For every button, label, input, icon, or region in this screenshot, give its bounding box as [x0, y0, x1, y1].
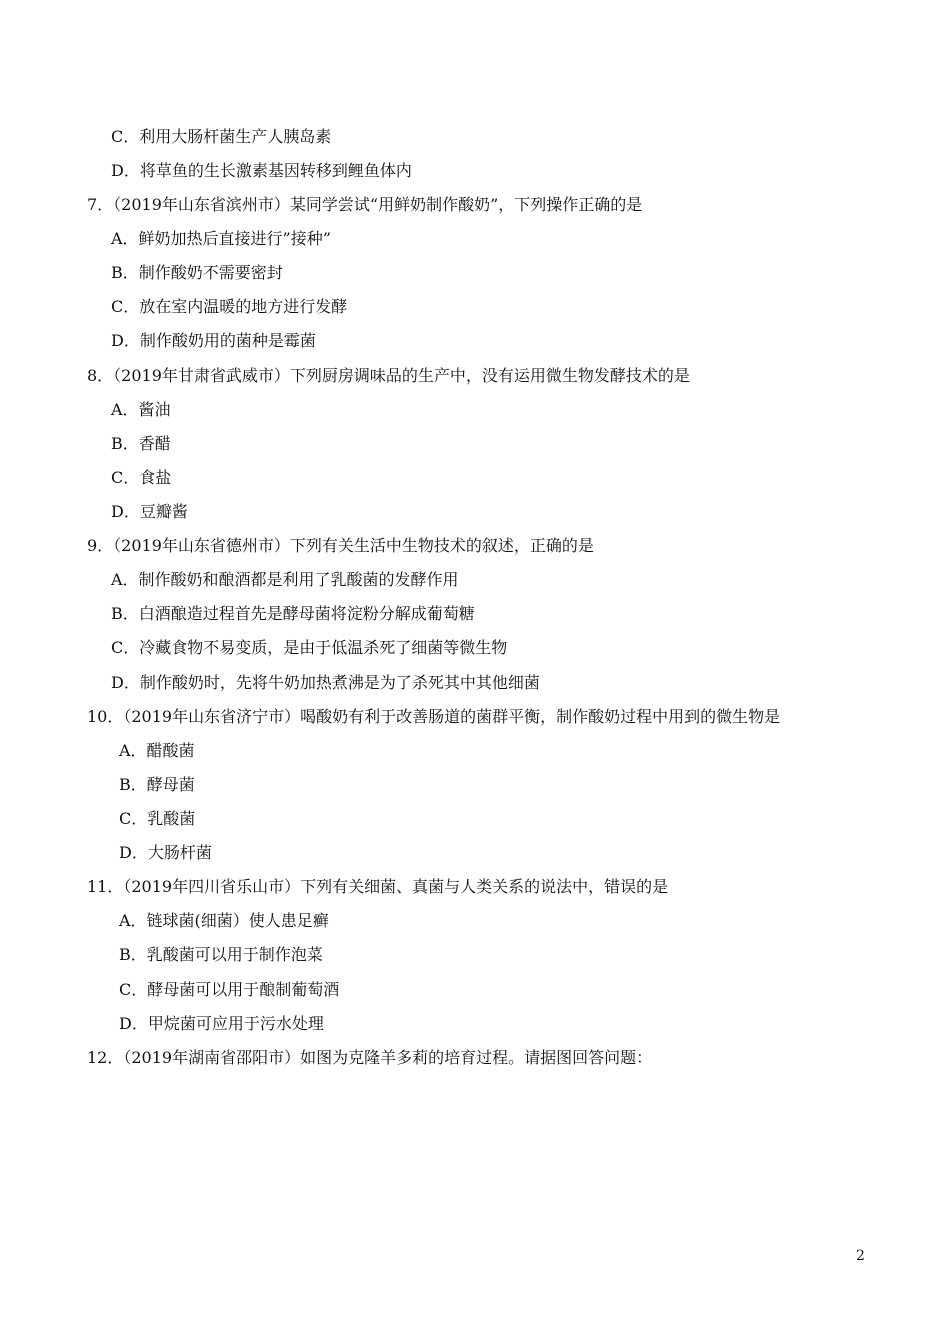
option-11d: D．甲烷菌可应用于污水处理 — [119, 1014, 324, 1033]
option-10c: C．乳酸菌 — [119, 809, 196, 828]
option-8b: B．香醋 — [111, 434, 171, 453]
option-7a: A．鲜奶加热后直接进行”接种” — [111, 229, 331, 248]
option-10a: A．醋酸菌 — [119, 741, 195, 760]
option-10b: B．酵母菌 — [119, 775, 195, 794]
question-11: 11．（2019年四川省乐山市）下列有关细菌、真菌与人类关系的说法中，错误的是 — [87, 877, 669, 896]
option-8a: A．酱油 — [111, 400, 171, 419]
option-6d: D．将草鱼的生长激素基因转移到鲤鱼体内 — [111, 161, 412, 180]
option-7d: D．制作酸奶用的菌种是霉菌 — [111, 331, 316, 350]
question-7: 7．（2019年山东省滨州市）某同学尝试“用鲜奶制作酸奶”，下列操作正确的是 — [87, 195, 643, 214]
page-number: 2 — [856, 1248, 865, 1264]
option-9c: C．冷藏食物不易变质，是由于低温杀死了细菌等微生物 — [111, 638, 508, 657]
option-11a: A．链球菌(细菌）使人患足癣 — [119, 911, 329, 930]
option-10d: D．大肠杆菌 — [119, 843, 212, 862]
option-11c: C．酵母菌可以用于酿制葡萄酒 — [119, 980, 340, 999]
option-7b: B．制作酸奶不需要密封 — [111, 263, 283, 282]
option-11b: B．乳酸菌可以用于制作泡菜 — [119, 945, 323, 964]
option-8c: C．食盐 — [111, 468, 172, 487]
question-12: 12．（2019年湖南省邵阳市）如图为克隆羊多莉的培育过程。请据图回答问题： — [87, 1048, 653, 1067]
option-6c: C．利用大肠杆菌生产人胰岛素 — [111, 127, 332, 146]
option-9d: D．制作酸奶时，先将牛奶加热煮沸是为了杀死其中其他细菌 — [111, 673, 540, 692]
question-9: 9．（2019年山东省德州市）下列有关生活中生物技术的叙述，正确的是 — [87, 536, 594, 555]
question-8: 8．（2019年甘肃省武威市）下列厨房调味品的生产中，没有运用微生物发酵技术的是 — [87, 366, 690, 385]
option-8d: D．豆瓣酱 — [111, 502, 188, 521]
option-7c: C．放在室内温暖的地方进行发酵 — [111, 297, 348, 316]
option-9b: B．白酒酿造过程首先是酵母菌将淀粉分解成葡萄糖 — [111, 604, 475, 623]
option-9a: A．制作酸奶和酿酒都是利用了乳酸菌的发酵作用 — [111, 570, 459, 589]
question-10: 10．（2019年山东省济宁市）喝酸奶有利于改善肠道的菌群平衡，制作酸奶过程中用到的微生物是 — [87, 707, 781, 726]
